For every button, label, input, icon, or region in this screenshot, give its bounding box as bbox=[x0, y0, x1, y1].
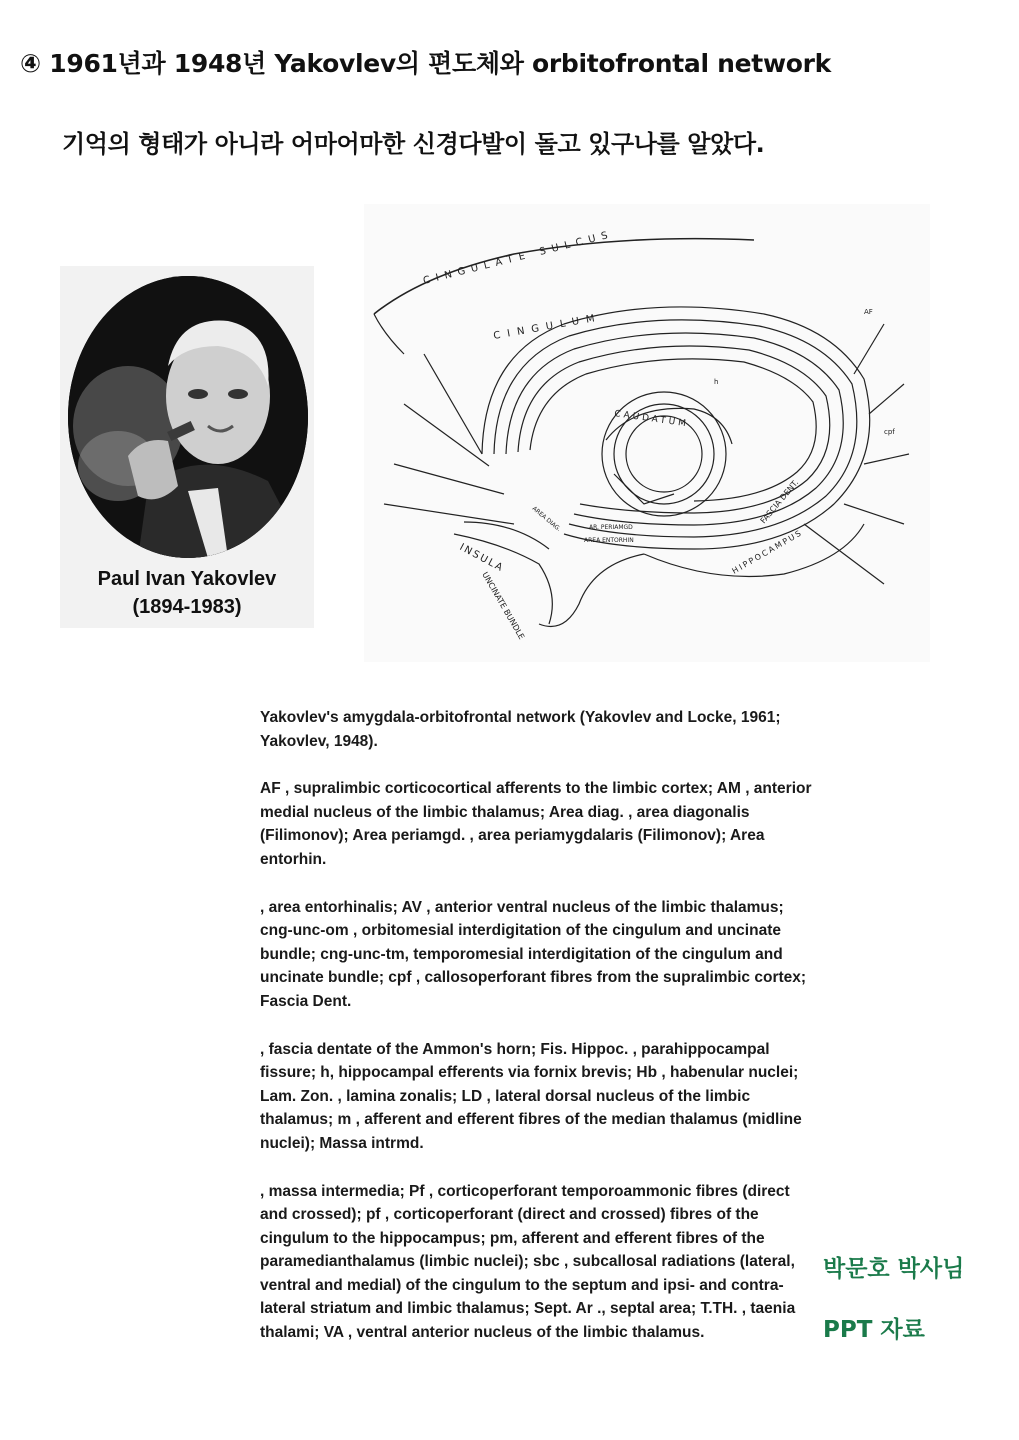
credit-author: 박문호 박사님 bbox=[823, 1256, 965, 1282]
page-title: ④ 1961년과 1948년 Yakovlev의 편도체와 orbitofrontal network bbox=[20, 49, 831, 78]
legend-paragraph: AF , supralimbic corticocortical afferents to the limbic cortex; AM , anterior medial nucleus of the limbic thalamus; Area diag. , area diagonalis (Filimonov); Area periamgd. , area periamygdalaris (Filimonov); Area entorhin. bbox=[260, 780, 812, 868]
legend-paragraph: , area entorhinalis; AV , anterior ventral nucleus of the limbic thalamus; cng-unc-om , orbitomesial interdigitation of the cingulum and uncinate bundle; cng-unc-tm, temporomesial interdigitation of the cingulum and uncinate bundle; cpf , callosoperforant fibres from the supralimbic cortex; Fascia Dent. bbox=[260, 898, 807, 1010]
label-insula: INSULA bbox=[457, 541, 506, 575]
page-subtitle: 기억의 형태가 아니라 어마어마한 신경다발이 돌고 있구나를 알았다. bbox=[62, 130, 765, 158]
limbic-diagram bbox=[364, 204, 930, 662]
label-hippocampus: HIPPOCAMPUS bbox=[730, 527, 805, 576]
portrait-years: (1894-1983) bbox=[132, 596, 242, 618]
limbic-network-drawing bbox=[364, 204, 930, 662]
legend-paragraph: , fascia dentate of the Ammon's horn; Fis. Hippoc. , parahippocampal fissure; h, hippocampal efferents via fornix brevis; Hb , habenular nuclei; Lam. Zon. , lamina zonalis; LD , lateral dorsal nucleus of the limbic thalamus; m , afferent and efferent fibres of the median thalamus (midline nuclei); Massa intrmd. bbox=[260, 1040, 802, 1152]
label-caudatum: CAUDATUM bbox=[613, 409, 690, 430]
legend-paragraph: Yakovlev's amygdala-orbitofrontal network (Yakovlev and Locke, 1961; Yakovlev, 1948). bbox=[260, 709, 781, 750]
label-uncinate-bundle: UNCINATE BUNDLE bbox=[480, 570, 527, 641]
portrait-illustration bbox=[68, 276, 308, 558]
label-cingulum: CINGULUM bbox=[492, 312, 603, 342]
label-h: h bbox=[714, 378, 719, 386]
label-area-periamgd: AR. PERIAMGD bbox=[589, 524, 633, 531]
portrait-photo bbox=[68, 276, 308, 558]
label-fascia-dent: FASCIA DENT. bbox=[758, 478, 801, 526]
label-cpf: cpf bbox=[884, 428, 895, 436]
label-cingulate-sulcus: CINGULATE SULCUS bbox=[422, 228, 615, 287]
label-area-diag: AREA DIAG. bbox=[530, 505, 563, 534]
credit-source: PPT 자료 bbox=[823, 1317, 925, 1343]
label-area-entorhin: AREA ENTORHIN bbox=[584, 537, 634, 544]
legend-paragraph: , massa intermedia; Pf , corticoperforant temporoammonic fibres (direct and crossed); pf , corticoperforant (direct and crossed) fibres of the cingulum to the hippocampus; pm, afferent and efferent fibres of the paramedianthalamus (limbic nuclei); sbc , subcallosal radiations (lateral, ventral and medial) of the cingulum to the septum and ipsi- and contra-lateral striatum and limbic thalamus; Sept. Ar ., septal area; T.TH. , taenia thalami; VA , ventral anterior nucleus of the limbic thalamus. bbox=[260, 1182, 796, 1342]
portrait-name: Paul Ivan Yakovlev bbox=[97, 568, 277, 590]
legend-block bbox=[260, 706, 820, 1369]
portrait-panel bbox=[60, 266, 314, 628]
label-af: AF bbox=[864, 308, 873, 316]
